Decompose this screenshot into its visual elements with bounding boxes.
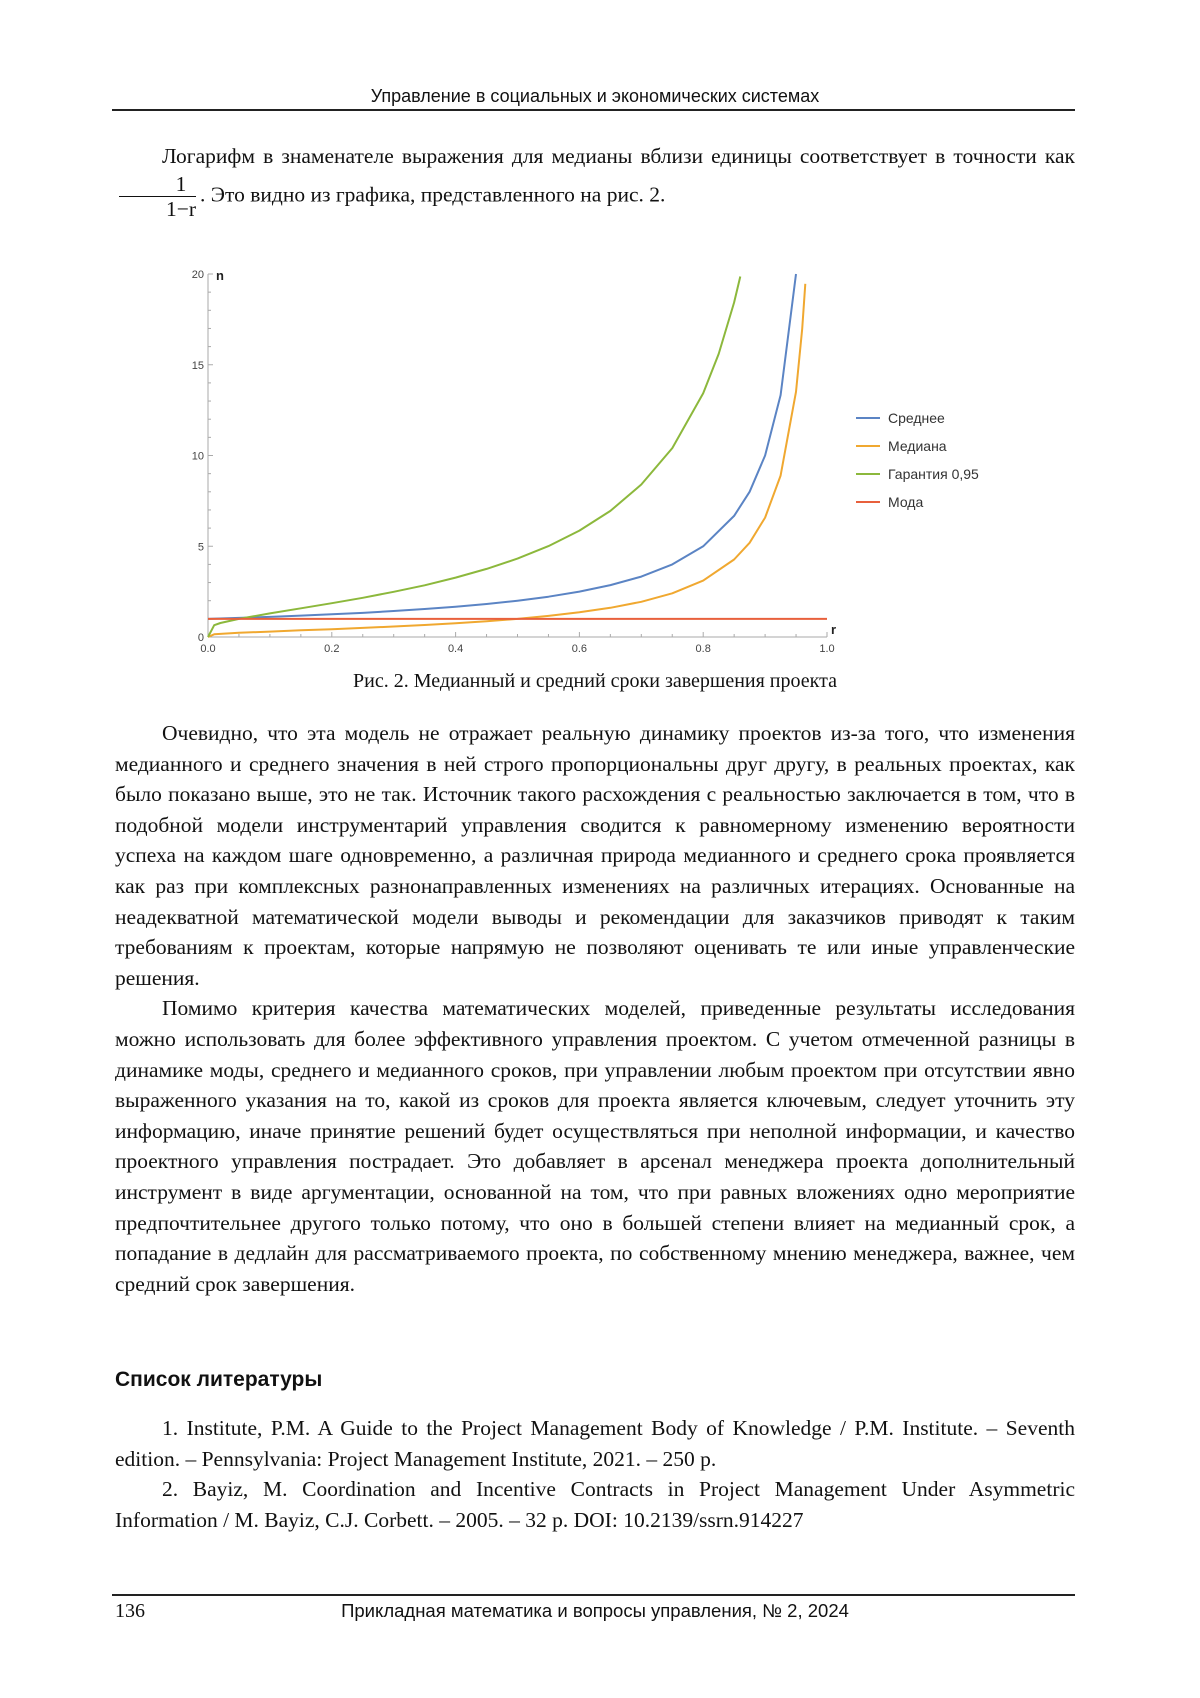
running-header: Управление в социальных и экономических системах xyxy=(115,86,1075,107)
references-heading: Список литературы xyxy=(115,1368,322,1392)
x-tick-label: 0.6 xyxy=(572,643,587,655)
reference-item: 2. Bayiz, M. Coordination and Incentive Contracts in Project Management Under Asymmetric Information / M. Bayiz, C.J. Corbett. – 2005. – 32 p. DOI: 10.2139/ssrn.914227 xyxy=(115,1474,1075,1535)
journal-footer: Прикладная математика и вопросы управления, № 2, 2024 xyxy=(115,1600,1075,1622)
y-tick-label: 15 xyxy=(192,360,204,372)
series-line-2 xyxy=(208,277,740,638)
series-line-0 xyxy=(208,274,796,619)
references-list xyxy=(115,1413,1075,1535)
figure-chart xyxy=(0,0,1200,700)
intro-text: Логарифм в знаменателе выражения для медианы вблизи единицы соответствует в точности как xyxy=(162,144,1075,168)
legend-label: Гарантия 0,95 xyxy=(888,466,979,482)
fraction-numerator: 1 xyxy=(119,172,196,197)
body-text xyxy=(115,718,1075,1299)
series-line-1 xyxy=(208,284,805,637)
paragraph: Очевидно, что эта модель не отражает реальную динамику проектов из-за того, что изменения медианного и среднего значения в ней строго пропорциональны друг другу, в реальных проектах, как было показано выше, это не так. Источник такого расхождения с реальностью заключается в том, что в подобной модели инструментарий управления сводится к равномерному изменению вероятности успеха на каждом шаге одновременно, а различная природа медианного и среднего срока проявляется как раз при комплексных разнонаправленных изменениях на различных итерациях. Основанные на неадекватной математической модели выводы и рекомендации для заказчиков приводят к таким требованиям к проектам, которые напрямую не позволяют оценивать те или иные управленческие решения. xyxy=(115,718,1075,993)
y-axis-label: n xyxy=(216,268,224,283)
fraction-denominator: 1−r xyxy=(119,197,196,221)
x-tick-label: 0.4 xyxy=(448,643,463,655)
y-tick-label: 20 xyxy=(192,269,204,281)
x-axis-label: r xyxy=(831,622,836,637)
x-tick-label: 1.0 xyxy=(819,643,834,655)
paragraph: Помимо критерия качества математических моделей, приведенные результаты исследования можно использовать для более эффективного управления проектом. С учетом отмеченной разницы в динамике моды, среднего и медианного сроков, при управлении любым проектом при отсутствии явно выраженного указания на то, какой из сроков для проекта является ключевым, следует уточнить эту информацию, иначе принятие решений будет осуществляться при неполной информации, и качество проектного управления пострадает. Это добавляет в арсенал менеджера проекта дополнительный инструмент в виде аргументации, основанной на том, что при равных вложениях одно мероприятие предпочтительнее другого только потому, что оно в большей степени влияет на медианный срок, а попадание в дедлайн для рассматриваемого проекта, по собственному мнению менеджера, важнее, чем средний срок завершения. xyxy=(115,993,1075,1299)
figure-caption: Рис. 2. Медианный и средний сроки завершения проекта xyxy=(115,670,1075,693)
page-number: 136 xyxy=(115,1600,145,1623)
footer-rule xyxy=(112,1594,1075,1596)
legend-label: Мода xyxy=(888,494,923,510)
x-tick-label: 0.2 xyxy=(324,643,339,655)
y-tick-label: 0 xyxy=(198,632,204,644)
y-tick-label: 5 xyxy=(198,541,204,553)
legend-label: Среднее xyxy=(888,410,945,426)
x-tick-label: 0.0 xyxy=(200,643,215,655)
legend-label: Медиана xyxy=(888,438,947,454)
y-tick-label: 10 xyxy=(192,451,204,463)
x-tick-label: 0.8 xyxy=(696,643,711,655)
intro-text-end: . Это видно из графика, представленного на рис. 2. xyxy=(200,182,665,206)
reference-item: 1. Institute, P.M. A Guide to the Project Management Body of Knowledge / P.M. Institute. – Seventh edition. – Pennsylvania: Project Management Institute, 2021. – 250 p. xyxy=(115,1413,1075,1474)
